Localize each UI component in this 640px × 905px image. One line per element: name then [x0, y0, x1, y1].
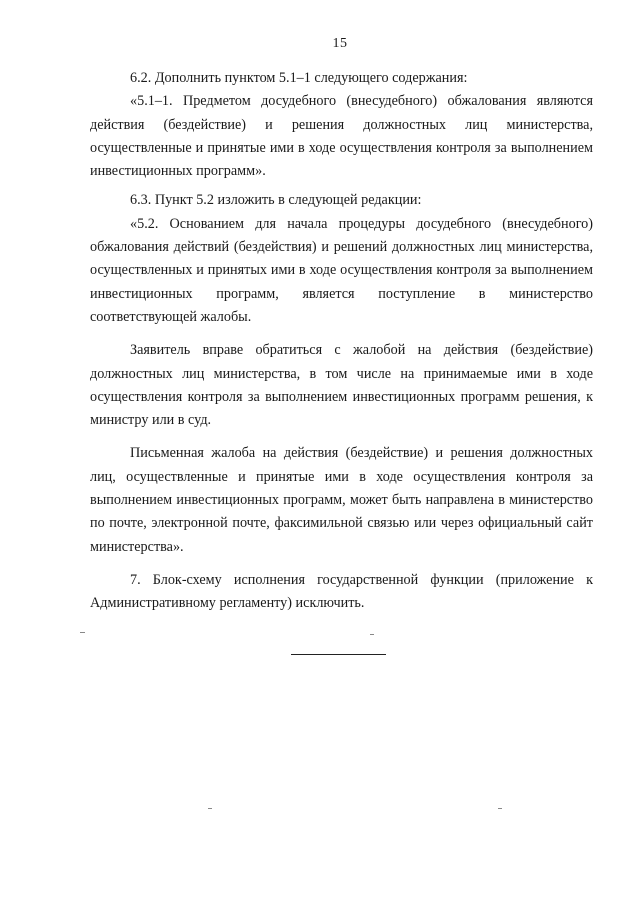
paragraph-5-1-1-quote: «5.1–1. Предметом досудебного (внесудебного) обжалования являются действия (бездействие) и решения должностных лиц министерства, осуществленные и принятые ими в ходе осуществления контроля за выполнением инвестиционных программ».: [90, 93, 593, 180]
paragraph-applicant-right: Заявитель вправе обратиться с жалобой на действия (бездействие) должностных лиц министерства, в том числе на принимаемые ими в ходе осуществления контроля за выполнением инвестиционных программ решения, к министру или в суд.: [90, 342, 593, 429]
paragraph-5-2-quote: «5.2. Основанием для начала процедуры досудебного (внесудебного) обжалования действий (бездействия) и решений должностных лиц министерства, осуществленных и принятых ими в ходе осуществления контроля за выполнением инвестиционных программ, является поступление в министерство соответствующей жалобы.: [90, 215, 593, 325]
scan-mark: [80, 632, 85, 633]
paragraph-6-2: 6.2. Дополнить пунктом 5.1–1 следующего содержания:: [130, 70, 468, 86]
paragraph-7: 7. Блок-схему исполнения государственной функции (приложение к Административному регламенту) исключить.: [90, 571, 593, 612]
scan-mark: [208, 808, 212, 809]
scan-mark: [498, 808, 502, 809]
page-number: 15: [332, 36, 348, 51]
paragraph-6-3: 6.3. Пункт 5.2 изложить в следующей редакции:: [130, 192, 422, 209]
document-body: [90, 67, 593, 616]
paragraph-written-complaint: Письменная жалоба на действия (бездействие) и решения должностных лиц, осуществленные и принятые ими в ходе осуществления контроля за выполнением инвестиционных программ, может быть направлена в министерство по почте, электронной почте, факсимильной связью или через официальный сайт министерства».: [90, 445, 593, 555]
end-of-text-rule: [291, 654, 386, 655]
scan-mark: [370, 634, 374, 635]
